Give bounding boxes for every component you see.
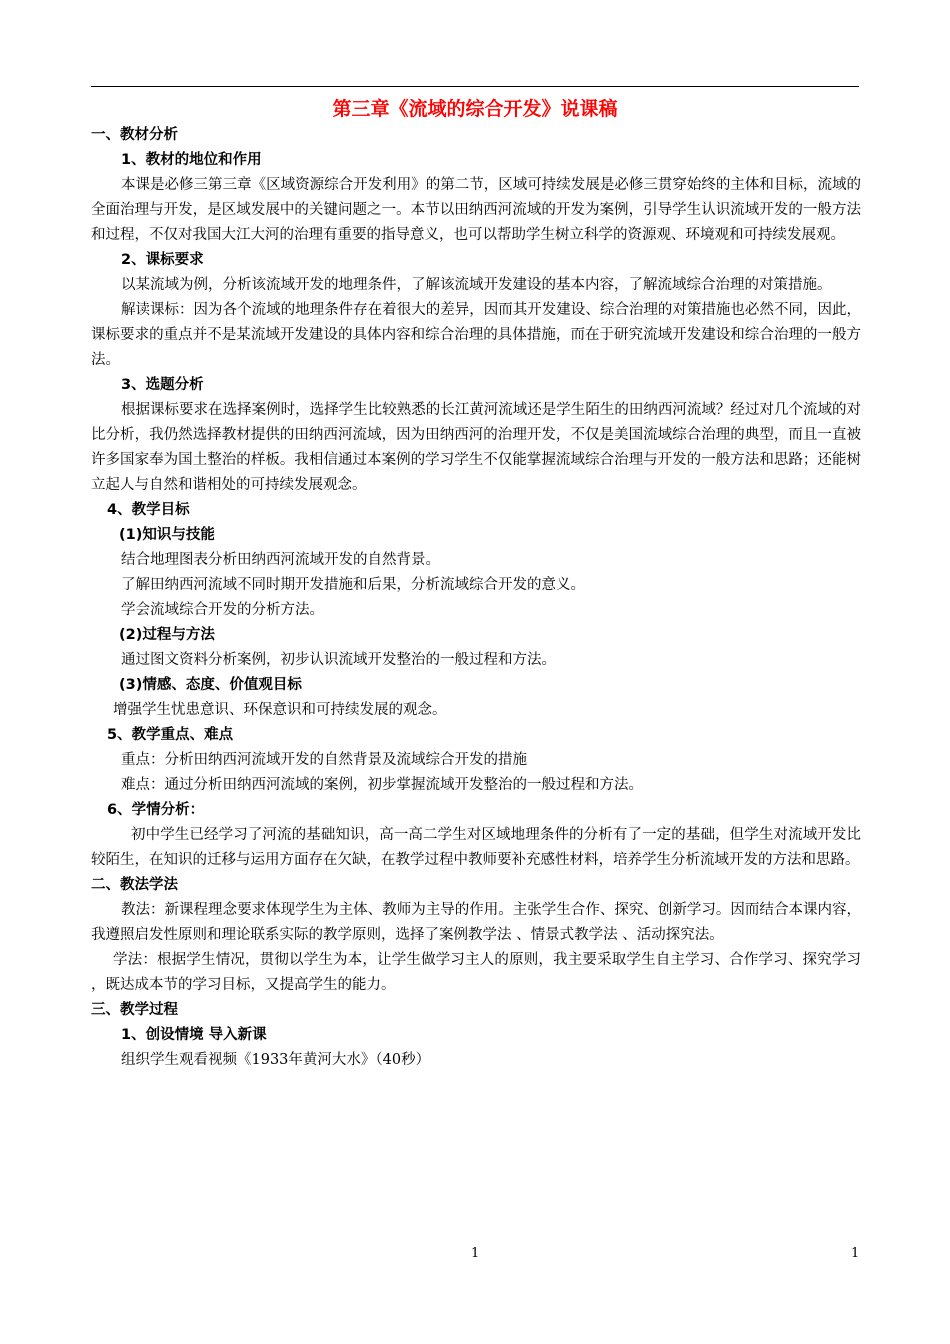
page-number-right: 1 — [851, 1246, 860, 1261]
document-title: 第三章《流域的综合开发》说课稿 — [332, 98, 618, 120]
subheading-create-scenario: 1、创设情境 导入新课 — [121, 1027, 267, 1043]
difficult-point: 难点：通过分析田纳西河流域的案例，初步掌握流域开发整治的一般过程和方法。 — [121, 777, 643, 793]
paragraph-learner-analysis: 初中学生已经学习了河流的基础知识，高一高二学生对区域地理条件的分析有了一定的基础，但学生对流域开发比较陌生，在知识的迁移与运用方面存在欠缺，在教学过程中教师要补充感性材料，培养学生分析流域开发的方法和思路。 — [91, 827, 861, 868]
paragraph-topic-selection: 根据课标要求在选择案例时，选择学生比较熟悉的长江黄河流域还是学生陌生的田纳西河流域？经过对几个流域的对比分析，我仍然选择教材提供的田纳西河流域，因为田纳西河的治理开发，不仅是美国流域综合治理的典型，而且一直被许多国家奉为国土整治的样板。我相信通过本案例的学习学生不仅能掌握流域综合治理与开发的一般方法和思路；还能树立起人与自然和谐相处的可持续发展观念。 — [91, 402, 861, 493]
goal-item-knowledge-2: 了解田纳西河流域不同时期开发措施和后果，分析流域综合开发的意义。 — [121, 577, 585, 593]
page-number-center: 1 — [471, 1246, 480, 1261]
subheading-curriculum-standard: 2、课标要求 — [121, 252, 204, 268]
section-heading-methods: 二、教法学法 — [91, 877, 178, 893]
goal-item-emotion-1: 增强学生忧患意识、环保意识和可持续发展的观念。 — [113, 702, 447, 718]
section-heading-teaching-process: 三、教学过程 — [91, 1002, 178, 1018]
goal-item-knowledge-3: 学会流域综合开发的分析方法。 — [121, 602, 324, 618]
paragraph-video-activity: 组织学生观看视频《1933年黄河大水》（40秒） — [121, 1052, 431, 1068]
key-point: 重点：分析田纳西河流域开发的自然背景及流域综合开发的措施 — [121, 752, 527, 768]
subheading-learner-analysis: 6、学情分析： — [107, 802, 205, 818]
subheading-teaching-goals: 4、教学目标 — [107, 502, 190, 518]
goal-item-process-1: 通过图文资料分析案例，初步认识流域开发整治的一般过程和方法。 — [121, 652, 556, 668]
goal-heading-process-method: (2)过程与方法 — [119, 627, 215, 643]
section-heading-textbook-analysis: 一、教材分析 — [91, 127, 178, 143]
goal-item-knowledge-1: 结合地理图表分析田纳西河流域开发的自然背景。 — [121, 552, 440, 568]
subheading-key-difficult-points: 5、教学重点、难点 — [107, 727, 234, 743]
goal-heading-emotion-values: (3)情感、态度、价值观目标 — [119, 677, 302, 693]
header-rule — [91, 86, 859, 87]
paragraph-learning-method: 学法：根据学生情况，贯彻以学生为本，让学生做学习主人的原则，我主要采取学生自主学习、合作学习、探究学习 ，既达成本节的学习目标，又提高学生的能力。 — [91, 952, 861, 993]
paragraph-standard-interpretation: 解读课标：因为各个流域的地理条件存在着很大的差异，因而其开发建设、综合治理的对策措施也必然不同，因此，课标要求的重点并不是某流域开发建设的具体内容和综合治理的具体措施，而在于研究流域开发建设和综合治理的一般方法。 — [91, 302, 861, 368]
goal-heading-knowledge-skills: (1)知识与技能 — [119, 527, 215, 543]
document-body — [91, 123, 861, 1073]
paragraph-teaching-method: 教法：新课程理念要求体现学生为主体、教师为主导的作用。主张学生合作、探究、创新学习。因而结合本课内容，我遵照启发性原则和理论联系实际的教学原则，选择了案例教学法 、情景式教学法 、活动探究法。 — [91, 902, 861, 943]
paragraph-curriculum-standard: 以某流域为例，分析该流域开发的地理条件，了解该流域开发建设的基本内容，了解流域综合治理的对策措施。 — [121, 277, 832, 293]
paragraph-position-role: 本课是必修三第三章《区域资源综合开发利用》的第二节，区域可持续发展是必修三贯穿始终的主体和目标，流域的全面治理与开发，是区域发展中的关键问题之一。本节以田纳西河流域的开发为案例，引导学生认识流域开发的一般方法和过程，不仅对我国大江大河的治理有重要的指导意义，也可以帮助学生树立科学的资源观、环境观和可持续发展观。 — [91, 177, 861, 243]
subheading-position-role: 1、教材的地位和作用 — [121, 152, 262, 168]
subheading-topic-selection: 3、选题分析 — [121, 377, 204, 393]
